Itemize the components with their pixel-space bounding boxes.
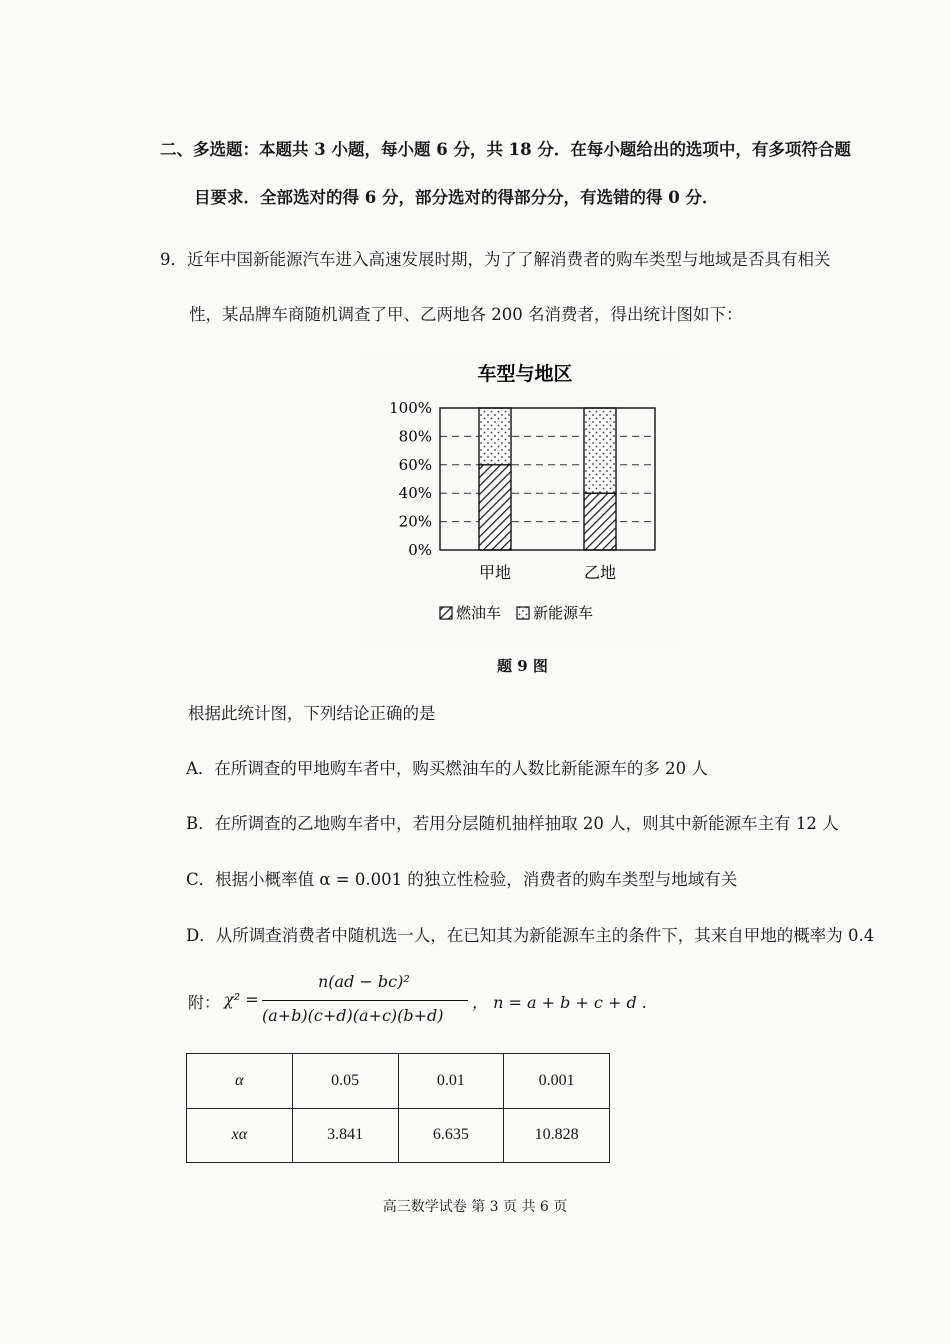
table-row [187,1054,610,1109]
legend-label-fuel: 燃油车 [456,604,502,622]
section-heading-line1: 二、多选题：本题共 3 小题，每小题 6 分，共 18 分．在每小题给出的选项中，有多项符合题 [160,140,851,159]
legend-label-ev: 新能源车 [533,604,594,622]
table-cell: 0.05 [292,1054,398,1109]
y-tick-label: 80% [398,427,432,446]
page-footer: 高三数学试卷 第 3 页 共 6 页 [382,1199,568,1215]
formula-suffix: ， n = a + b + c + d . [472,993,647,1012]
critical-value-table [186,1053,610,1163]
bar-segment-ev [584,408,616,493]
chart-legend [440,604,593,622]
y-tick-label: 60% [398,455,432,474]
option-d: D．从所调查消费者中随机选一人，在已知其为新能源车主的条件下，其来自甲地的概率为 0.4 [186,926,875,945]
x-tick-label: 甲地 [478,563,512,582]
question-prompt: 根据此统计图，下列结论正确的是 [188,704,436,723]
y-tick-label: 20% [398,512,432,531]
table-cell: 3.841 [292,1108,398,1163]
bar-segment-ev [479,408,511,465]
y-tick-label: 0% [408,541,432,559]
option-b: B．在所调查的乙地购车者中，若用分层随机抽样抽取 20 人，则其中新能源车主有 12 人 [186,814,839,833]
x-tick-label: 乙地 [583,563,617,582]
table-cell: 0.001 [504,1054,610,1109]
table-cell: xα [187,1108,293,1163]
formula-denominator: (a+b)(c+d)(a+c)(b+d) [262,1006,444,1025]
table-row [187,1108,610,1163]
figure-caption: 题 9 图 [497,657,548,675]
legend-swatch-ev [517,607,529,619]
chart-title: 车型与地区 [477,363,573,385]
formula-numerator: n(ad − bc)² [318,972,410,991]
y-tick-label: 100% [389,399,432,417]
table-cell: α [187,1054,293,1109]
option-c: C．根据小概率值 α = 0.001 的独立性检验，消费者的购车类型与地域有关 [186,870,738,889]
stacked-bar-chart [360,350,680,645]
fraction-bar [262,1000,468,1001]
legend-swatch-fuel [440,607,452,619]
bar-segment-fuel [479,465,511,550]
question-stem-line1: 9．近年中国新能源汽车进入高速发展时期，为了了解消费者的购车类型与地域是否具有相关 [160,250,831,269]
table-cell: 0.01 [398,1054,504,1109]
table-cell: 10.828 [504,1108,610,1163]
section-heading-line2: 目要求．全部选对的得 6 分，部分选对的得部分分，有选错的得 0 分． [194,188,719,207]
formula-chi: χ² = [224,990,259,1009]
formula-prefix: 附： [188,993,221,1012]
y-tick-label: 40% [398,484,432,503]
option-a: A．在所调查的甲地购车者中，购买燃油车的人数比新能源车的多 20 人 [186,759,708,778]
bar-segment-fuel [584,493,616,550]
question-stem-line2: 性，某品牌车商随机调查了甲、乙两地各 200 名消费者，得出统计图如下： [189,305,743,324]
table-cell: 6.635 [398,1108,504,1163]
